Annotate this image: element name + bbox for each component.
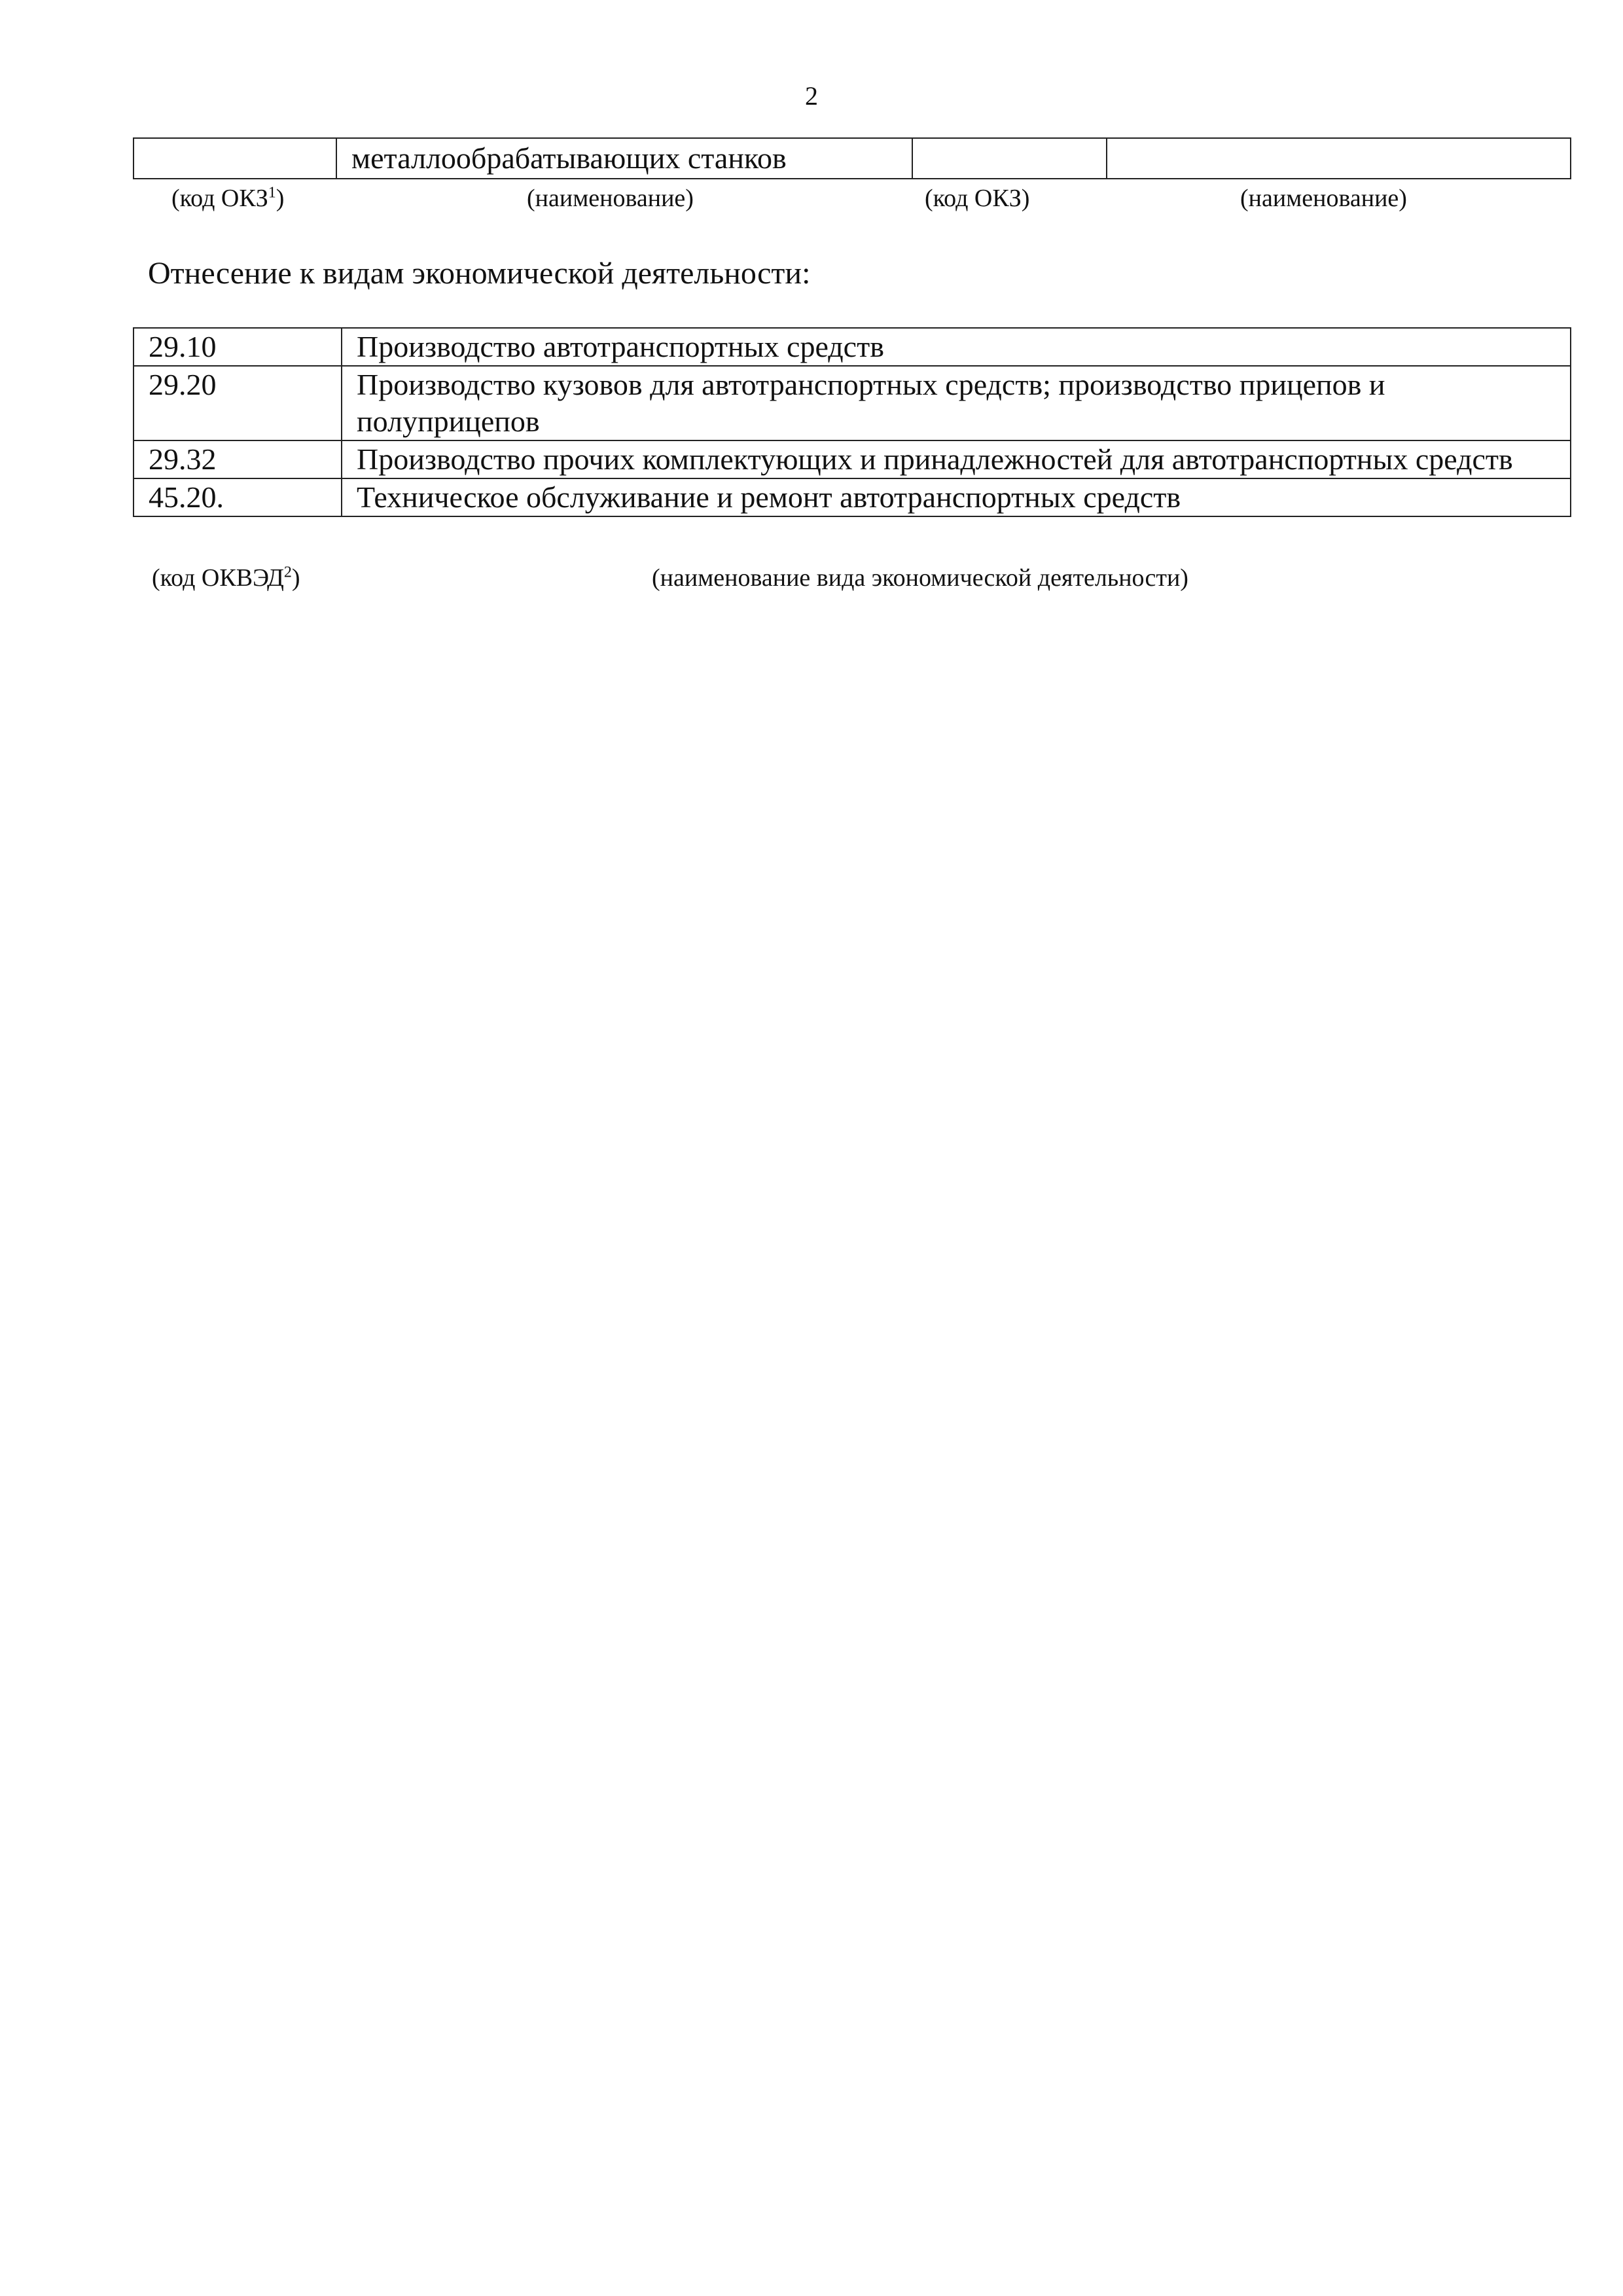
- okved-code-cell: 29.32: [134, 441, 342, 478]
- okved-name-cell: Техническое обслуживание и ремонт автотранспортных средств: [357, 480, 1181, 514]
- okz-name-caption-1: (наименование): [527, 185, 694, 212]
- page-number: 2: [805, 81, 818, 111]
- okved-code-caption-text: (код ОКВЭД: [152, 564, 284, 592]
- okved-name-cell: Производство прочих комплектующих и принадлежностей для автотранспортных средств: [357, 442, 1513, 476]
- okz-table: [133, 137, 1571, 179]
- okved-code-cell: 29.20: [134, 367, 342, 440]
- okz-name-cell-1: металлообрабатывающих станков: [337, 139, 913, 178]
- table-row: [134, 441, 1570, 479]
- okz-name-caption-2: (наименование): [1240, 185, 1407, 212]
- okz-code-caption-1: [171, 183, 284, 213]
- footnote-marker-1: 1: [268, 184, 276, 202]
- table-row: [134, 367, 1570, 441]
- okz-code-cell-1: [134, 139, 337, 178]
- okved-name-cell: Производство автотранспортных средств: [357, 330, 884, 363]
- okz-code-caption-2: (код ОКЗ): [925, 185, 1030, 212]
- okved-name-caption: (наименование вида экономической деятельности): [652, 564, 1188, 592]
- okved-code-cell: 45.20.: [134, 479, 342, 516]
- footnote-marker-2: 2: [283, 564, 292, 581]
- table-row: [134, 479, 1570, 516]
- okz-code-cell-2: [913, 139, 1107, 178]
- table-row: [134, 329, 1570, 367]
- okved-code-cell: 29.10: [134, 329, 342, 365]
- okved-heading: Отнесение к видам экономической деятельности:: [148, 256, 811, 291]
- okved-code-caption-close: ): [291, 564, 300, 592]
- okved-code-caption: [152, 563, 300, 593]
- okved-table: [133, 327, 1571, 517]
- okz-code-caption-close: ): [276, 185, 285, 212]
- okz-name-cell-2: [1107, 139, 1570, 178]
- okved-name-cell: Производство кузовов для автотранспортных средств; производство прицепов и полуприцепов: [357, 368, 1385, 438]
- okz-code-caption-text: (код ОКЗ: [171, 185, 268, 212]
